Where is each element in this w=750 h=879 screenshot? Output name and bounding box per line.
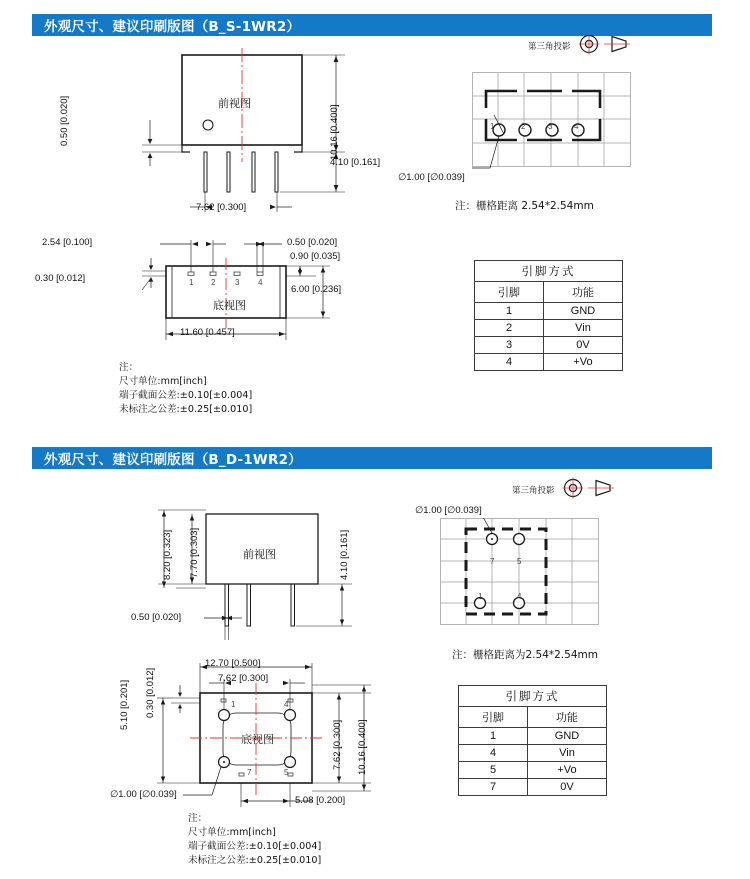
dim-bottom-left-thick-s2: 0.30 [0.012] bbox=[145, 667, 156, 718]
pad-number-1-s1: 1 bbox=[490, 122, 495, 131]
table-row bbox=[475, 337, 623, 354]
pin-number-4-s2: 4 bbox=[284, 700, 289, 709]
pin-cell: 3 bbox=[475, 337, 544, 354]
pin-number-5-s2: 5 bbox=[284, 768, 289, 777]
table-row bbox=[459, 762, 607, 779]
function-cell: GND bbox=[528, 728, 607, 745]
dim-bottom-right-outer-s2: 10.16 [0.400] bbox=[357, 719, 368, 775]
projection-label-s1: 第三角投影 bbox=[528, 42, 571, 52]
table-row bbox=[475, 303, 623, 320]
dim-bottom-width-inner-s2: 7.62 [0.300] bbox=[218, 673, 269, 684]
function-cell: GND bbox=[544, 303, 623, 320]
note-line-0: 注： bbox=[188, 813, 208, 824]
dim-bottom-width-outer-s2: 12.70 [0.500] bbox=[205, 658, 261, 669]
pin-function-table-s2 bbox=[458, 685, 607, 796]
dim-front-height-s1: 10.16 [0.400] bbox=[329, 104, 340, 160]
section-header-bd1wr2 bbox=[32, 447, 712, 469]
function-cell: Vin bbox=[544, 320, 623, 337]
column-header-function: 功能 bbox=[528, 707, 607, 728]
pin-cell: 5 bbox=[459, 762, 528, 779]
bottom-view-label-s1: 底视图 bbox=[213, 299, 246, 312]
dim-front-left-s1: 0.50 [0.020] bbox=[59, 95, 70, 146]
column-header-function: 功能 bbox=[544, 282, 623, 303]
pin-function-table-s1 bbox=[474, 260, 623, 371]
column-header-pin: 引脚 bbox=[459, 707, 528, 728]
pin-cell: 2 bbox=[475, 320, 544, 337]
hole-dim-label-bottom-s2: ∅1.00 [∅0.039] bbox=[110, 789, 177, 800]
dim-front-pinwidth-s2: 0.50 [0.020] bbox=[131, 612, 182, 623]
note-line-1: 尺寸单位:mm[inch] bbox=[188, 826, 276, 838]
pcb-layout-grid-s2 bbox=[440, 518, 650, 643]
projection-label-s2: 第三角投影 bbox=[512, 486, 555, 496]
function-cell: +Vo bbox=[528, 762, 607, 779]
function-cell: Vin bbox=[528, 745, 607, 762]
dim-front-outer-h-s2: 8.20 [0.323] bbox=[162, 529, 173, 580]
dim-bottom-span-s2: 5.08 [0.200] bbox=[295, 795, 346, 806]
dim-bottom-height-s1: 6.00 [0.236] bbox=[291, 284, 342, 295]
note-line-3: 未标注之公差:±0.25[±0.010] bbox=[188, 854, 322, 866]
note-line-3: 未标注之公差:±0.25[±0.010] bbox=[119, 403, 253, 415]
dim-bottom-pinthick-s1: 0.90 [0.035] bbox=[290, 251, 341, 262]
pin-cell: 7 bbox=[459, 779, 528, 796]
pad-number-1-s2: 1 bbox=[478, 592, 483, 601]
pin-number-4-s1: 4 bbox=[258, 278, 263, 287]
dim-bottom-leftthick-s1: 0.30 [0.012] bbox=[35, 273, 86, 284]
section-title: 外观尺寸、建议印刷版图（B_D-1WR2） bbox=[44, 452, 302, 468]
pin-cell: 1 bbox=[459, 728, 528, 745]
front-view-drawing-s1 bbox=[120, 40, 360, 220]
note-line-0: 注： bbox=[119, 362, 139, 373]
dim-front-body-h-s2: 7.70 [0.303] bbox=[189, 527, 200, 578]
table-header-row bbox=[459, 686, 607, 707]
pad-number-2-s1: 2 bbox=[521, 122, 526, 131]
table-row bbox=[459, 779, 607, 796]
table-column-row bbox=[475, 282, 623, 303]
notes-block-s1 bbox=[119, 361, 252, 417]
dim-bottom-pinwidth-s1: 0.50 [0.020] bbox=[287, 237, 338, 248]
note-line-2: 端子截面公差:±0.10[±0.004] bbox=[188, 840, 322, 852]
bottom-view-label-s2: 底视图 bbox=[241, 733, 274, 746]
pad-number-7-s2: 7 bbox=[490, 557, 495, 566]
pin-number-7-s2: 7 bbox=[247, 768, 252, 777]
table-column-row bbox=[459, 707, 607, 728]
pin-cell: 4 bbox=[475, 354, 544, 371]
dim-bottom-right-inner-s2: 7.62 [0.300] bbox=[332, 719, 343, 770]
column-header-pin: 引脚 bbox=[475, 282, 544, 303]
pcb-layout-grid-s1 bbox=[472, 72, 652, 192]
note-line-2: 端子截面公差:±0.10[±0.004] bbox=[119, 389, 253, 401]
pin-number-1-s1: 1 bbox=[189, 278, 194, 287]
dim-bottom-pitch-s1: 2.54 [0.100] bbox=[42, 237, 93, 248]
front-view-label-s1: 前视图 bbox=[218, 97, 251, 110]
function-cell: 0V bbox=[528, 779, 607, 796]
table-row bbox=[459, 745, 607, 762]
table-header-row bbox=[475, 261, 623, 282]
pin-cell: 4 bbox=[459, 745, 528, 762]
pin-number-3-s1: 3 bbox=[235, 278, 240, 287]
table-row bbox=[475, 320, 623, 337]
table-title: 引脚方式 bbox=[475, 261, 623, 282]
function-cell: +Vo bbox=[544, 354, 623, 371]
table-row bbox=[475, 354, 623, 371]
grid-note-s2: 注：栅格距离为2.54*2.54mm bbox=[452, 649, 598, 661]
hole-dim-label-s2: ∅1.00 [∅0.039] bbox=[415, 505, 482, 516]
front-view-label-s2: 前视图 bbox=[243, 548, 276, 561]
pin-number-2-s1: 2 bbox=[211, 278, 216, 287]
function-cell: 0V bbox=[544, 337, 623, 354]
dim-front-pinlen-s2: 4.10 [0.161] bbox=[339, 529, 350, 580]
third-angle-projection-icon-s1 bbox=[578, 33, 638, 55]
dim-bottom-width-s1: 11.60 [0.457] bbox=[180, 327, 235, 338]
table-row bbox=[459, 728, 607, 745]
table-title: 引脚方式 bbox=[459, 686, 607, 707]
pad-number-3-s1: 3 bbox=[548, 122, 553, 131]
dim-front-pinspan-s1: 7.62 [0.300] bbox=[196, 202, 247, 213]
notes-block-s2 bbox=[188, 812, 321, 868]
pad-number-4-s2: 4 bbox=[517, 592, 522, 601]
pin-cell: 1 bbox=[475, 303, 544, 320]
grid-note-s1: 注：栅格距离 2.54*2.54mm bbox=[455, 200, 594, 212]
dim-front-pinlen-s1: 4.10 [0.161] bbox=[330, 157, 381, 168]
note-line-1: 尺寸单位:mm[inch] bbox=[119, 375, 207, 387]
third-angle-projection-icon-s2 bbox=[562, 477, 622, 499]
section-title: 外观尺寸、建议印刷版图（B_S-1WR2） bbox=[44, 19, 301, 35]
hole-dim-label-s1: ∅1.00 [∅0.039] bbox=[398, 172, 465, 183]
pad-number-5-s2: 5 bbox=[517, 557, 522, 566]
pad-number-4-s1: 4 bbox=[574, 122, 579, 131]
pin-number-1-s2: 1 bbox=[231, 700, 236, 709]
dim-bottom-left-tall-s2: 5.10 [0.201] bbox=[119, 679, 130, 730]
